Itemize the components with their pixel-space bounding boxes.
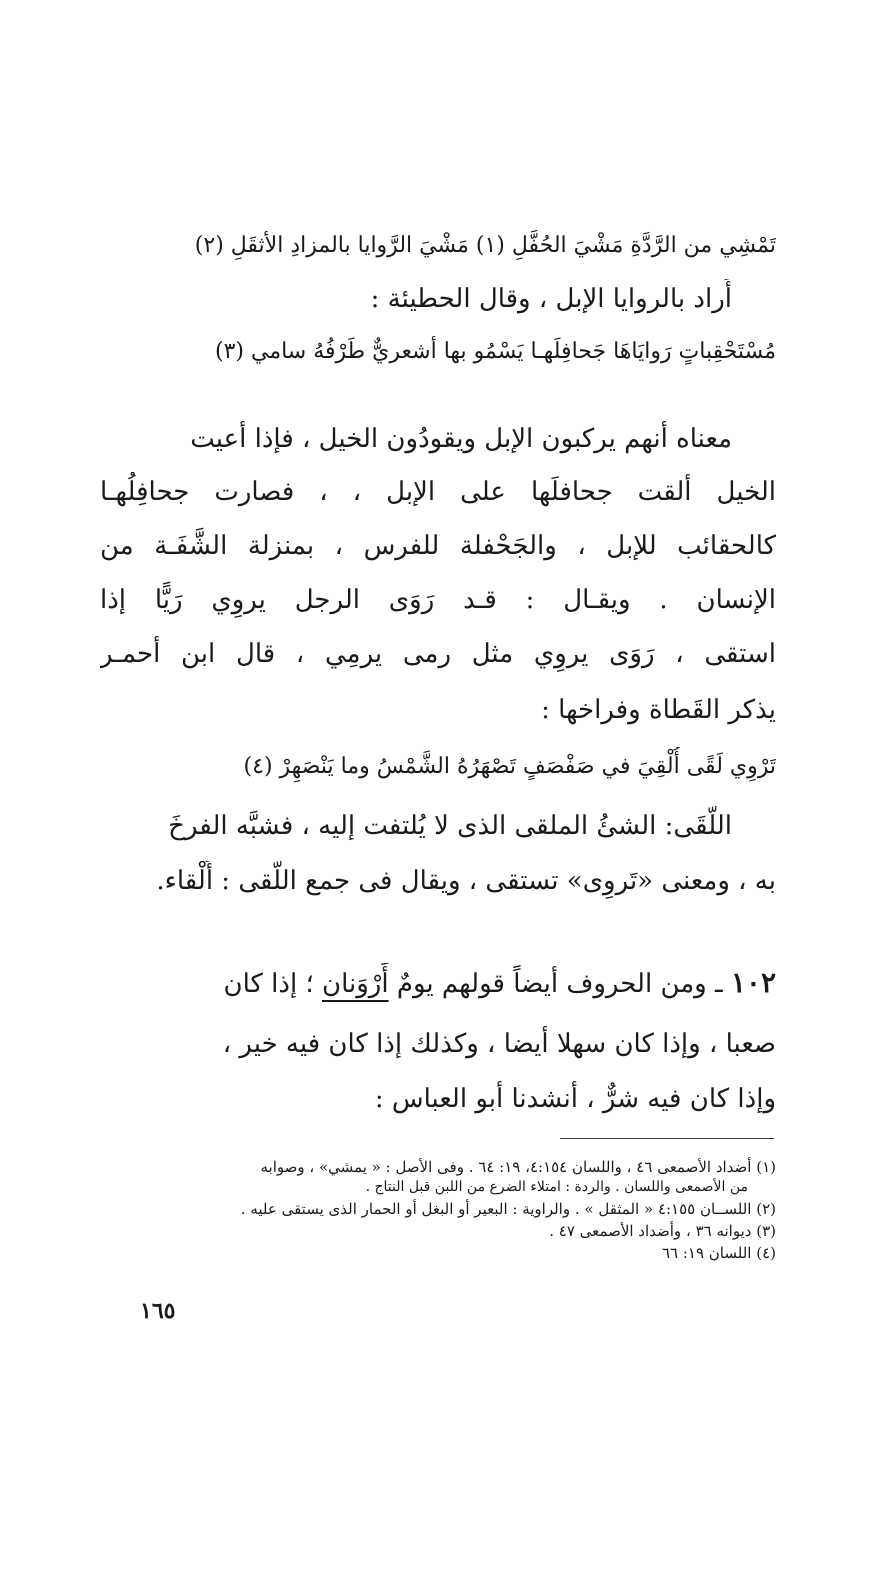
- paragraph-line: به ، ومعنى «تَروِى» تستقى ، ويقال فى جمع اللَّقى : أَلْقاء.: [156, 866, 776, 896]
- page-number: ١٦٥: [140, 1298, 176, 1324]
- paragraph-line: معناه أنهم يركبون الإبل ويقودُون الخيل ، فإذا أعيت: [190, 424, 732, 454]
- paragraph-line: استقى ، رَوَى يروِي مثل رمى يرمِي ، قال ابن أحمـر: [100, 639, 776, 669]
- section-heading-line: [100, 963, 776, 1004]
- footnote-divider: [560, 1138, 774, 1139]
- paragraph-line: صعبا ، وإذا كان سهلا أيضا ، وكذلك إذا كان فيه خير ،: [222, 1029, 776, 1059]
- verse-line-3: تَرْوِي لَقًى أُلْقِيَ في صَفْصَفٍ تَصْهَرُهُ الشَّمْسُ وما يَنْصَهِرْ (٤): [243, 754, 776, 779]
- paragraph-line: الإنسان . ويقـال : قـد رَوَى الرجل يروِي رَيًّا إذا: [100, 585, 776, 615]
- verse-line-2: مُسْتَحْقِباتٍ رَوايَاهَا جَحافِلَهـا يَسْمُو بها أشعريٌّ طَرْفُهُ سامي (٣): [214, 339, 776, 364]
- paragraph-line: وإذا كان فيه شرٌّ ، أنشدنا أبو العباس :: [374, 1084, 776, 1114]
- paragraph-line: الخيل ألقت جحافلَها على الإبل ، ، فصارت جحافِلُهـا: [100, 477, 776, 507]
- section-text: ؛ إذا كان: [223, 969, 314, 999]
- section-keyword: أَرْوَنان: [321, 969, 389, 999]
- footnote-2: (٢) اللســان ٤:١٥٥ « المثقل » . والراوية : البعير أو البغل أو الحمار الذى يستقى عليه .: [240, 1200, 776, 1218]
- section-number: ١٠٢: [730, 966, 776, 999]
- footnote-1-continued: من الأصمعى واللسان . والردة : امتلاء الضرع من اللبن قبل النتاج .: [365, 1179, 748, 1195]
- paragraph-line: أَراد بالروايا الإبل ، وقال الحطيئة :: [370, 284, 732, 314]
- footnote-3: (٣) ديوانه ٣٦ ، وأضداد الأصمعى ٤٧ .: [549, 1222, 776, 1240]
- section-text: ـ ومن الحروف أيضاً قولهم يومٌ: [396, 969, 723, 999]
- footnote-4: (٤) اللسان ١٩: ٦٦: [661, 1244, 776, 1262]
- paragraph-line: يذكر القَطاة وفراخها :: [541, 695, 776, 725]
- footnote-1: (١) أضداد الأصمعى ٤٦ ، واللسان ٤:١٥٤، ١٩: ٦٤ . وفى الأصل : « يمشي» ، وصوابه: [260, 1158, 776, 1176]
- verse-line-1: تَمْشِي من الرَّدَّةِ مَشْيَ الحُفَّلِ (١) مَشْيَ الرَّوايا بالمزادِ الأثقَلِ (٢): [194, 233, 776, 258]
- paragraph-line: كالحقائب للإبل ، والجَحْفلة للفرس ، بمنزلة الشَّفَـة من: [100, 531, 776, 561]
- paragraph-line: اللَّقَى: الشئُ الملقى الذى لا يُلتفت إليه ، فشبَّه الفرخَ: [168, 811, 732, 841]
